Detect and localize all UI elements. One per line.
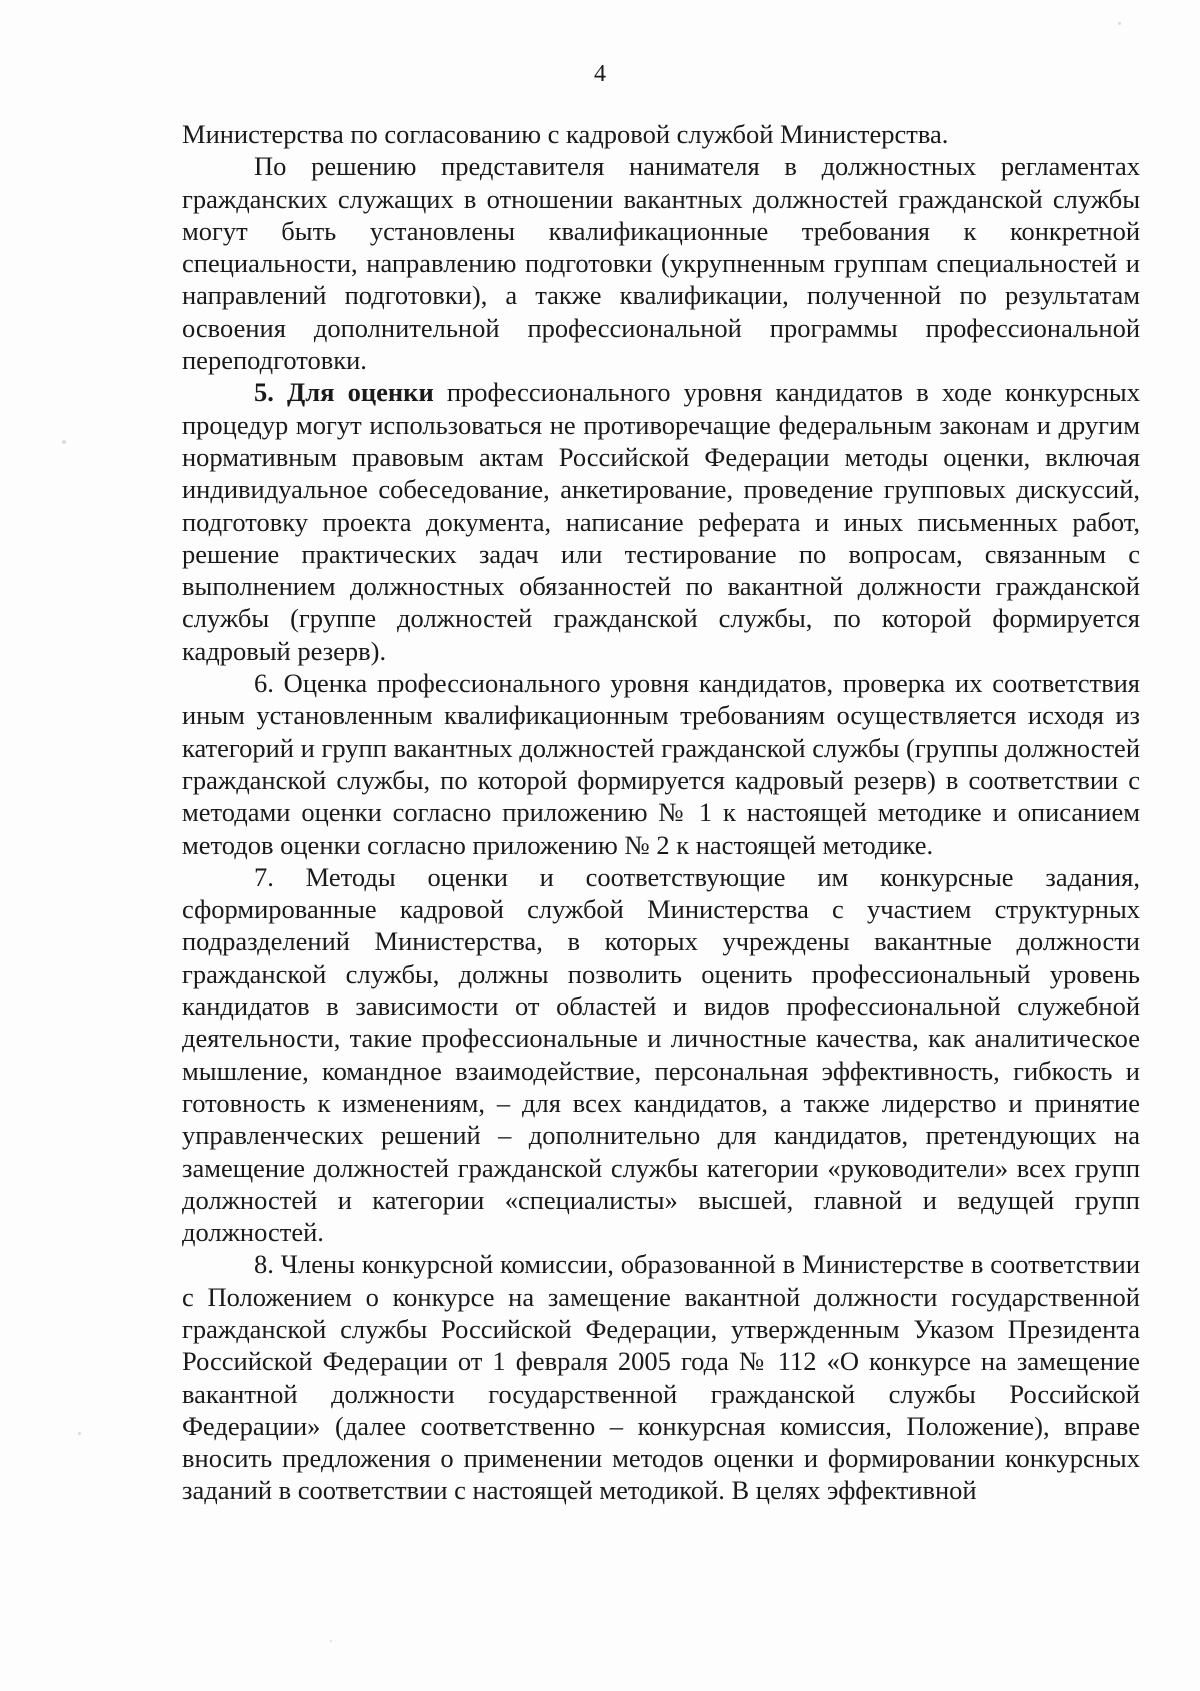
scan-speck <box>78 1432 81 1435</box>
paragraph-item-5 <box>182 376 1140 667</box>
paragraph-lead: 5. Для оценки <box>254 377 434 408</box>
paragraph-item-8 <box>182 1248 1140 1506</box>
scan-speck <box>330 1640 332 1642</box>
scan-speck <box>1118 22 1121 25</box>
paragraph-item-7 <box>182 861 1140 1249</box>
paragraph-text: Министерства по согласованию с кадровой службой Министерства. <box>182 119 949 149</box>
scan-speck <box>62 440 66 444</box>
paragraph-text: 8. Члены конкурсной комиссии, образованной в Министерстве в соответствии с Положением о конкурсе на замещение вакантной должности государственной гражданской службы Российской Федерации, утвержденным Указом Президента Российской Федерации от 1 февраля 2005 года № 112 «О конкурсе на замещение вакантной должности государственной гражданской службы Российской Федерации» (далее соответственно – конкурсная комиссия, Положение), вправе вносить предложения о применении методов оценки и формировании конкурсных заданий в соответствии с настоящей методикой. В целях эффективной <box>182 1249 1140 1506</box>
paragraph-text: 7. Методы оценки и соответствующие им конкурсные задания, сформированные кадровой службой Министерства с участием структурных подразделений Министерства, в которых учреждены вакантные должности гражданской службы, должны позволить оценить профессиональный уровень кандидатов в зависимости от областей и видов профессиональной служебной деятельности, такие профессиональные и личностные качества, как аналитическое мышление, командное взаимодействие, персональная эффективность, гибкость и готовность к изменениям, – для всех кандидатов, а также лидерство и принятие управленческих решений – дополнительно для кандидатов, претендующих на замещение должностей гражданской службы категории «руководители» всех групп должностей и категории «специалисты» высшей, главной и ведущей групп должностей. <box>182 861 1140 1248</box>
paragraph-text: профессионального уровня кандидатов в ходе конкурсных процедур могут использоваться не противоречащие федеральным законам и другим нормативным правовым актам Российской Федерации методы оценки, включая индивидуальное собеседование, анкетирование, проведение групповых дискуссий, подготовку проекта документа, написание реферата и иных письменных работ, решение практических задач или тестирование по вопросам, связанным с выполнением должностных обязанностей по вакантной должности гражданской службы (группе должностей гражданской службы, по которой формируется кадровый резерв). <box>182 377 1140 666</box>
paragraph-text: 6. Оценка профессионального уровня кандидатов, проверка их соответствия иным установленным квалификационным требованиям осуществляется исходя из категорий и групп вакантных должностей гражданской службы (группы должностей гражданской службы, по которой формируется кадровый резерв) в соответствии с методами оценки согласно приложению № 1 к настоящей методике и описанием методов оценки согласно приложению № 2 к настоящей методике. <box>182 668 1140 860</box>
paragraph-continuation <box>182 118 1140 150</box>
document-body <box>182 118 1140 1507</box>
paragraph-text: По решению представителя нанимателя в должностных регламентах гражданских служащих в отношении вакантных должностей гражданской службы могут быть установлены квалификационные требования к конкретной специальности, направлению подготовки (укрупненным группам специальностей и направлений подготовки), а также квалификации, полученной по результатам освоения дополнительной профессиональной программы профессиональной переподготовки. <box>182 151 1140 376</box>
paragraph-item-6 <box>182 667 1140 861</box>
page-number: 4 <box>594 61 606 87</box>
paragraph-qualification-requirements <box>182 150 1140 376</box>
